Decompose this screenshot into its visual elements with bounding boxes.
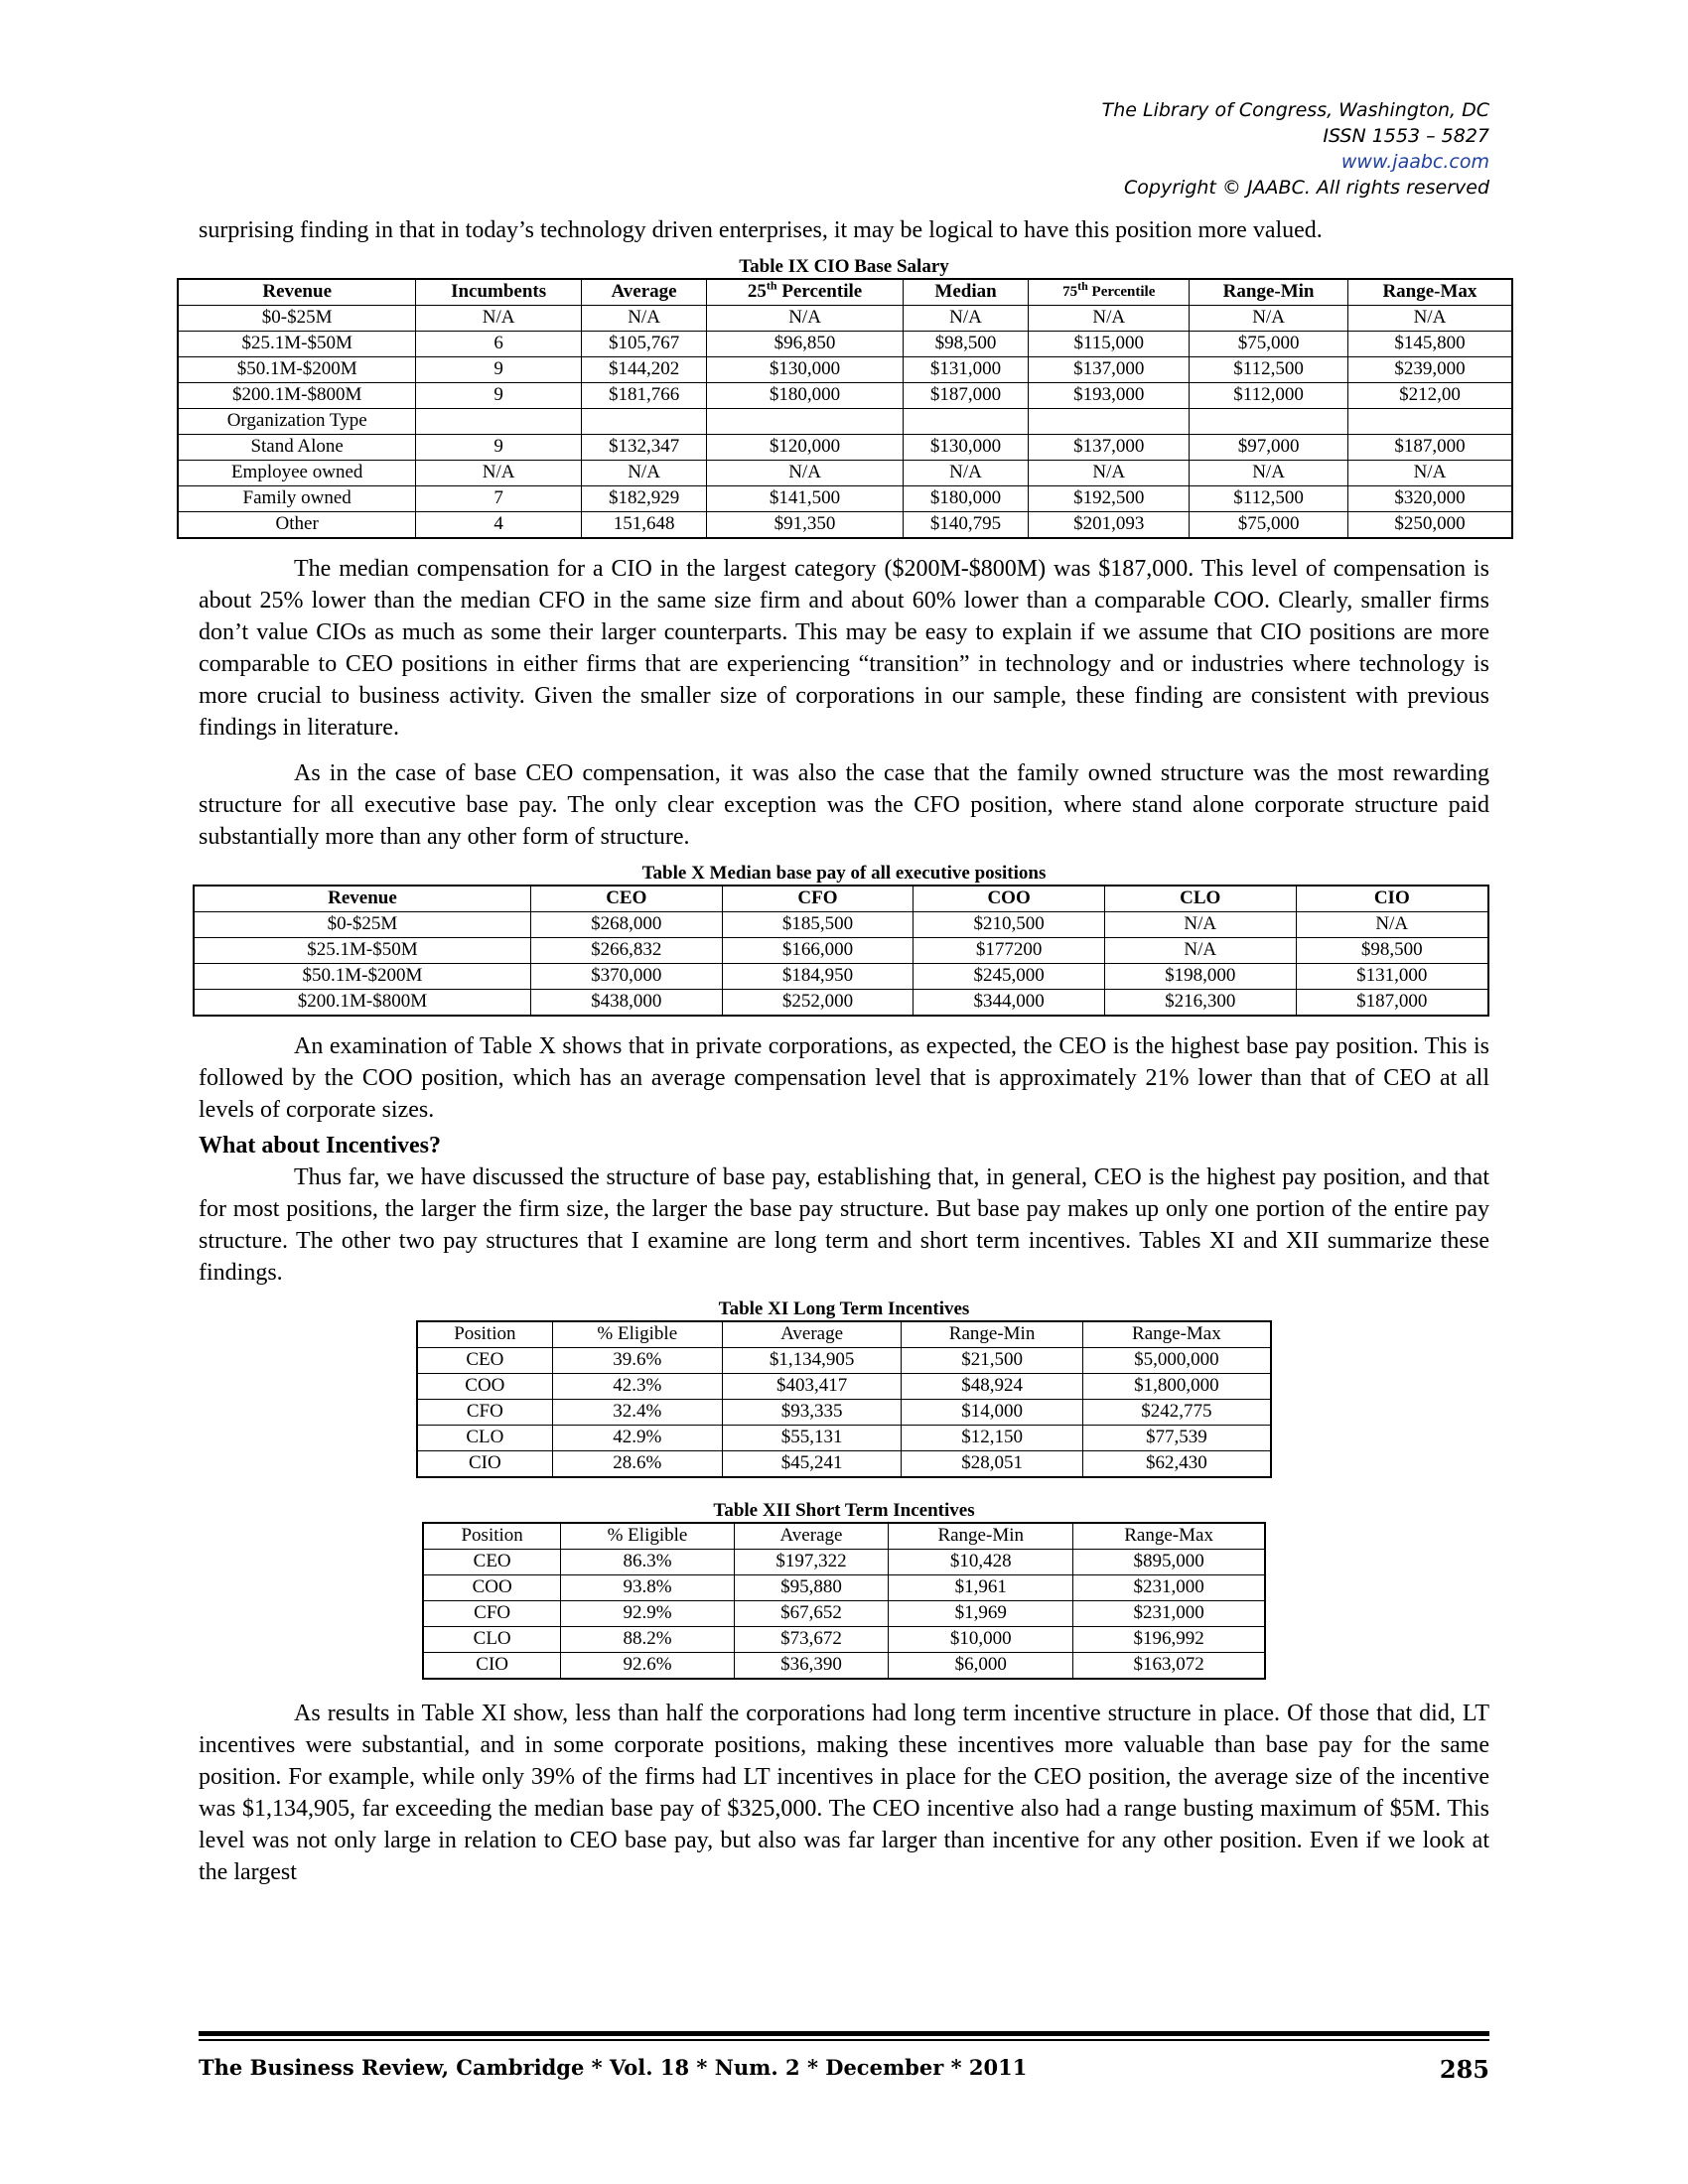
table-cell: $192,500 bbox=[1029, 486, 1190, 512]
table-header-cell: Range-Min bbox=[1190, 279, 1348, 306]
table-cell bbox=[707, 409, 904, 435]
table-cell: $0-$25M bbox=[194, 912, 530, 938]
table-cell: $91,350 bbox=[707, 512, 904, 539]
header-issn: ISSN 1553 – 5827 bbox=[1323, 125, 1489, 147]
table-cell: 6 bbox=[416, 332, 582, 357]
table-row bbox=[178, 461, 1512, 486]
table-cell: COO bbox=[417, 1374, 552, 1400]
table-cell: $50.1M-$200M bbox=[178, 357, 416, 383]
table-cell: CEO bbox=[423, 1550, 561, 1575]
table-cell: $196,992 bbox=[1073, 1627, 1265, 1653]
table-cell: 42.9% bbox=[552, 1426, 722, 1451]
table-cell: $250,000 bbox=[1347, 512, 1512, 539]
table12-body bbox=[423, 1550, 1265, 1680]
table-cell: $1,134,905 bbox=[722, 1348, 901, 1374]
table-row bbox=[178, 486, 1512, 512]
table-cell: $137,000 bbox=[1029, 435, 1190, 461]
table-header-cell: Revenue bbox=[178, 279, 416, 306]
table-cell: $77,539 bbox=[1082, 1426, 1271, 1451]
footer-rule-thick bbox=[199, 2031, 1489, 2036]
table-row bbox=[194, 990, 1488, 1017]
page-footer bbox=[199, 2031, 1489, 2084]
table-row bbox=[178, 409, 1512, 435]
table11-caption: Table XI Long Term Incentives bbox=[718, 1298, 970, 1319]
footer-journal-citation: The Business Review, Cambridge * Vol. 18 * Num. 2 * December * 2011 bbox=[199, 2055, 1028, 2080]
table-row bbox=[194, 912, 1488, 938]
table-cell: $6,000 bbox=[889, 1653, 1073, 1680]
table-cell: $48,924 bbox=[902, 1374, 1083, 1400]
table-row bbox=[417, 1426, 1271, 1451]
table-cell: N/A bbox=[416, 461, 582, 486]
table-cell: N/A bbox=[1029, 306, 1190, 332]
paragraph-continuation: surprising finding in that in today’s technology driven enterprises, it may be logical to have this position more valued. bbox=[199, 217, 1323, 243]
section-heading-incentives: What about Incentives? bbox=[199, 1133, 442, 1159]
table-cell: $182,929 bbox=[581, 486, 706, 512]
paragraph-table-xi-results: As results in Table XI show, less than half the corporations had long term incentive structure in place. Of those that did, LT incentives were substantial, and in some corporate positions, making these incentives more valuable than base pay for the same position. For example, while only 39% of the firms had LT incentives in place for the CEO position, the average size of the incentive was $1,134,905, far exceeding the median base pay of $325,000. The CEO incentive also had a range busting maximum of $5M. This level was not only large in relation to CEO base pay, but also was far larger than incentive for any other position. Even if we look at the largest bbox=[199, 1701, 1489, 1885]
table-cell: $1,800,000 bbox=[1082, 1374, 1271, 1400]
table-cell: $105,767 bbox=[581, 332, 706, 357]
table-cell: $197,322 bbox=[734, 1550, 889, 1575]
table-cell bbox=[1029, 409, 1190, 435]
table-cell: $201,093 bbox=[1029, 512, 1190, 539]
table-cell: CFO bbox=[423, 1601, 561, 1627]
table-cell: N/A bbox=[1190, 461, 1348, 486]
table-cell: 9 bbox=[416, 357, 582, 383]
table-cell: $268,000 bbox=[530, 912, 722, 938]
table-cell: CIO bbox=[417, 1451, 552, 1478]
table-cell: $98,500 bbox=[1296, 938, 1488, 964]
table-cell: $0-$25M bbox=[178, 306, 416, 332]
table-cell: $115,000 bbox=[1029, 332, 1190, 357]
table-cell: $200.1M-$800M bbox=[194, 990, 530, 1017]
table-cell: $96,850 bbox=[707, 332, 904, 357]
table-header-cell: CFO bbox=[722, 886, 914, 912]
table-cell: CLO bbox=[423, 1627, 561, 1653]
table-row bbox=[423, 1575, 1265, 1601]
table-cell: $120,000 bbox=[707, 435, 904, 461]
table-cell: 88.2% bbox=[561, 1627, 734, 1653]
table-cell: $10,000 bbox=[889, 1627, 1073, 1653]
table-cell: $216,300 bbox=[1104, 990, 1296, 1017]
table-cell: $112,500 bbox=[1190, 486, 1348, 512]
table-cell: $5,000,000 bbox=[1082, 1348, 1271, 1374]
table-header-cell: 25th Percentile bbox=[707, 279, 904, 306]
table-cell: N/A bbox=[1104, 938, 1296, 964]
table-cell: 151,648 bbox=[581, 512, 706, 539]
table-cell: $163,072 bbox=[1073, 1653, 1265, 1680]
table-cell: $25.1M-$50M bbox=[194, 938, 530, 964]
paragraph-incentives-intro: Thus far, we have discussed the structure of base pay, establishing that, in general, CEO is the highest pay position, and that for most positions, the larger the firm size, the larger the base pay structure. But base pay makes up only one portion of the entire pay structure. The other two pay structures that I examine are long term and short term incentives. Tables XI and XII summarize these findings. bbox=[199, 1164, 1489, 1286]
table-cell: N/A bbox=[416, 306, 582, 332]
table-cell: 28.6% bbox=[552, 1451, 722, 1478]
table-header-cell: Average bbox=[581, 279, 706, 306]
table-cell: N/A bbox=[1347, 306, 1512, 332]
table-cell: $93,335 bbox=[722, 1400, 901, 1426]
table-header-cell: Average bbox=[722, 1321, 901, 1348]
table-cell: $187,000 bbox=[903, 383, 1028, 409]
table-cell: $140,795 bbox=[903, 512, 1028, 539]
table-cell: $10,428 bbox=[889, 1550, 1073, 1575]
table-cell: $242,775 bbox=[1082, 1400, 1271, 1426]
table-cell: CFO bbox=[417, 1400, 552, 1426]
header-line-1: The Library of Congress, Washington, DC bbox=[1101, 99, 1489, 121]
table-cell: $180,000 bbox=[903, 486, 1028, 512]
table-header-row bbox=[417, 1321, 1271, 1348]
table10-median-base-pay bbox=[193, 885, 1489, 1017]
table-cell bbox=[581, 409, 706, 435]
table-cell: $14,000 bbox=[902, 1400, 1083, 1426]
page-body bbox=[199, 214, 1489, 1888]
table-cell: $21,500 bbox=[902, 1348, 1083, 1374]
table-cell: CIO bbox=[423, 1653, 561, 1680]
table-cell: N/A bbox=[707, 461, 904, 486]
table-cell: $231,000 bbox=[1073, 1601, 1265, 1627]
table-cell: Other bbox=[178, 512, 416, 539]
table-cell bbox=[903, 409, 1028, 435]
table-cell: $36,390 bbox=[734, 1653, 889, 1680]
table12-short-term-incentives bbox=[422, 1522, 1266, 1680]
table11-body bbox=[417, 1348, 1271, 1478]
table-header-cell: CIO bbox=[1296, 886, 1488, 912]
table-cell: $438,000 bbox=[530, 990, 722, 1017]
table-header-cell: Revenue bbox=[194, 886, 530, 912]
table-header-cell: % Eligible bbox=[561, 1523, 734, 1550]
table-cell: 39.6% bbox=[552, 1348, 722, 1374]
table-cell: $62,430 bbox=[1082, 1451, 1271, 1478]
table-cell: 9 bbox=[416, 383, 582, 409]
table-row bbox=[178, 383, 1512, 409]
table-cell: $895,000 bbox=[1073, 1550, 1265, 1575]
table-cell: $112,500 bbox=[1190, 357, 1348, 383]
table-cell: $198,000 bbox=[1104, 964, 1296, 990]
table-cell: $185,500 bbox=[722, 912, 914, 938]
table-cell: 93.8% bbox=[561, 1575, 734, 1601]
paragraph-cio-median: The median compensation for a CIO in the largest category ($200M-$800M) was $187,000. This level of compensation is about 25% lower than the median CFO in the same size firm and about 60% lower than a comparable COO. Clearly, smaller firms don’t value CIOs as much as some their larger counterparts. This may be easy to explain if we assume that CIO positions are more comparable to CEO positions in either firms that are experiencing “transition” in technology and or industries where technology is more crucial to business activity. Given the smaller size of corporations in our sample, these finding are consistent with previous findings in literature. bbox=[199, 556, 1489, 741]
table-cell: Family owned bbox=[178, 486, 416, 512]
table-row bbox=[417, 1348, 1271, 1374]
paragraph-family-owned: As in the case of base CEO compensation, it was also the case that the family owned structure was the most rewarding structure for all executive base pay. The only clear exception was the CFO position, where stand alone corporate structure paid substantially more than any other form of structure. bbox=[199, 760, 1489, 850]
table-cell: $130,000 bbox=[903, 435, 1028, 461]
table-row bbox=[423, 1627, 1265, 1653]
table-row bbox=[417, 1451, 1271, 1478]
table-cell: $95,880 bbox=[734, 1575, 889, 1601]
table-cell: $320,000 bbox=[1347, 486, 1512, 512]
table-cell: $231,000 bbox=[1073, 1575, 1265, 1601]
table-cell: N/A bbox=[707, 306, 904, 332]
table-cell: $370,000 bbox=[530, 964, 722, 990]
table-cell: $130,000 bbox=[707, 357, 904, 383]
table10-body bbox=[194, 912, 1488, 1017]
table-cell: $145,800 bbox=[1347, 332, 1512, 357]
table-cell: N/A bbox=[1104, 912, 1296, 938]
table10-caption: Table X Median base pay of all executive positions bbox=[641, 863, 1047, 884]
table-row bbox=[423, 1601, 1265, 1627]
table-cell: $166,000 bbox=[722, 938, 914, 964]
table-cell: $97,000 bbox=[1190, 435, 1348, 461]
table-row bbox=[178, 332, 1512, 357]
table-cell: $200.1M-$800M bbox=[178, 383, 416, 409]
table-cell: $344,000 bbox=[914, 990, 1105, 1017]
table-cell bbox=[1190, 409, 1348, 435]
table-cell: N/A bbox=[903, 461, 1028, 486]
table-header-cell: CEO bbox=[530, 886, 722, 912]
table-cell: Stand Alone bbox=[178, 435, 416, 461]
table-cell: 9 bbox=[416, 435, 582, 461]
table-cell: $137,000 bbox=[1029, 357, 1190, 383]
table-cell bbox=[1347, 409, 1512, 435]
table-cell: $184,950 bbox=[722, 964, 914, 990]
table-cell: $75,000 bbox=[1190, 512, 1348, 539]
table-cell: $245,000 bbox=[914, 964, 1105, 990]
table-cell: $180,000 bbox=[707, 383, 904, 409]
table-cell: $67,652 bbox=[734, 1601, 889, 1627]
table-cell: $1,961 bbox=[889, 1575, 1073, 1601]
table-cell: N/A bbox=[581, 306, 706, 332]
table-header-row bbox=[178, 279, 1512, 306]
table-cell: $181,766 bbox=[581, 383, 706, 409]
table12-caption: Table XII Short Term Incentives bbox=[713, 1500, 975, 1521]
table-cell: $177200 bbox=[914, 938, 1105, 964]
table-cell: $50.1M-$200M bbox=[194, 964, 530, 990]
table-cell: 92.9% bbox=[561, 1601, 734, 1627]
table-row bbox=[178, 357, 1512, 383]
table-cell: $131,000 bbox=[903, 357, 1028, 383]
table-header-cell: 75th Percentile bbox=[1029, 279, 1190, 306]
table-cell: $55,131 bbox=[722, 1426, 901, 1451]
table-cell: $1,969 bbox=[889, 1601, 1073, 1627]
table-row bbox=[194, 964, 1488, 990]
table-cell: $98,500 bbox=[903, 332, 1028, 357]
header-copyright: Copyright © JAABC. All rights reserved bbox=[1124, 177, 1489, 199]
table-header-cell: Position bbox=[417, 1321, 552, 1348]
table-cell: N/A bbox=[1190, 306, 1348, 332]
table-cell: $25.1M-$50M bbox=[178, 332, 416, 357]
table-header-cell: Incumbents bbox=[416, 279, 582, 306]
table-cell: N/A bbox=[903, 306, 1028, 332]
table-header-cell: Median bbox=[903, 279, 1028, 306]
table-header-cell: Range-Min bbox=[889, 1523, 1073, 1550]
table-cell: $132,347 bbox=[581, 435, 706, 461]
table-cell: $193,000 bbox=[1029, 383, 1190, 409]
table9-cio-base-salary bbox=[177, 278, 1513, 539]
table-cell: N/A bbox=[1296, 912, 1488, 938]
table-row bbox=[423, 1550, 1265, 1575]
header-url-link[interactable]: www.jaabc.com bbox=[1340, 151, 1489, 173]
table-cell: COO bbox=[423, 1575, 561, 1601]
table-cell: $73,672 bbox=[734, 1627, 889, 1653]
table-cell: $75,000 bbox=[1190, 332, 1348, 357]
table-cell bbox=[416, 409, 582, 435]
table-cell: N/A bbox=[1347, 461, 1512, 486]
table-cell: $12,150 bbox=[902, 1426, 1083, 1451]
table-cell: $131,000 bbox=[1296, 964, 1488, 990]
table-cell: N/A bbox=[581, 461, 706, 486]
running-header bbox=[1102, 97, 1489, 201]
table-cell: 4 bbox=[416, 512, 582, 539]
table-cell: 32.4% bbox=[552, 1400, 722, 1426]
table-header-row bbox=[423, 1523, 1265, 1550]
table-cell: Organization Type bbox=[178, 409, 416, 435]
table-cell: Employee owned bbox=[178, 461, 416, 486]
table-cell: $187,000 bbox=[1296, 990, 1488, 1017]
table-cell: $212,00 bbox=[1347, 383, 1512, 409]
table-cell: 42.3% bbox=[552, 1374, 722, 1400]
table-cell: $28,051 bbox=[902, 1451, 1083, 1478]
table-cell: $239,000 bbox=[1347, 357, 1512, 383]
table-header-cell: Range-Max bbox=[1082, 1321, 1271, 1348]
table-header-cell: Position bbox=[423, 1523, 561, 1550]
table-cell: 7 bbox=[416, 486, 582, 512]
table-cell: $252,000 bbox=[722, 990, 914, 1017]
table-cell: $144,202 bbox=[581, 357, 706, 383]
table-cell: N/A bbox=[1029, 461, 1190, 486]
table-cell: $141,500 bbox=[707, 486, 904, 512]
table-header-cell: % Eligible bbox=[552, 1321, 722, 1348]
footer-rule-thin bbox=[199, 2039, 1489, 2041]
table9-caption: Table IX CIO Base Salary bbox=[739, 256, 949, 277]
table-header-cell: CLO bbox=[1104, 886, 1296, 912]
table9-body bbox=[178, 306, 1512, 539]
table-cell: 92.6% bbox=[561, 1653, 734, 1680]
table-cell: $187,000 bbox=[1347, 435, 1512, 461]
table-row bbox=[178, 435, 1512, 461]
table-cell: $403,417 bbox=[722, 1374, 901, 1400]
table-row bbox=[417, 1400, 1271, 1426]
table-cell: CLO bbox=[417, 1426, 552, 1451]
table-row bbox=[194, 938, 1488, 964]
table-header-cell: Range-Max bbox=[1347, 279, 1512, 306]
table-header-cell: Average bbox=[734, 1523, 889, 1550]
table-cell: 86.3% bbox=[561, 1550, 734, 1575]
table-cell: $45,241 bbox=[722, 1451, 901, 1478]
table-cell: $266,832 bbox=[530, 938, 722, 964]
table-header-cell: COO bbox=[914, 886, 1105, 912]
table11-long-term-incentives bbox=[416, 1320, 1272, 1478]
table-header-cell: Range-Min bbox=[902, 1321, 1083, 1348]
table-cell: $112,000 bbox=[1190, 383, 1348, 409]
table-row bbox=[423, 1653, 1265, 1680]
table-row bbox=[178, 512, 1512, 539]
paragraph-table-x-examination: An examination of Table X shows that in private corporations, as expected, the CEO is the highest base pay position. This is followed by the COO position, which has an average compensation level that is approximately 21% lower than that of CEO at all levels of corporate sizes. bbox=[199, 1033, 1489, 1123]
table-row bbox=[417, 1374, 1271, 1400]
table-header-row bbox=[194, 886, 1488, 912]
table-cell: CEO bbox=[417, 1348, 552, 1374]
table-header-cell: Range-Max bbox=[1073, 1523, 1265, 1550]
table-row bbox=[178, 306, 1512, 332]
table-cell: $210,500 bbox=[914, 912, 1105, 938]
page-number: 285 bbox=[1439, 2055, 1489, 2084]
